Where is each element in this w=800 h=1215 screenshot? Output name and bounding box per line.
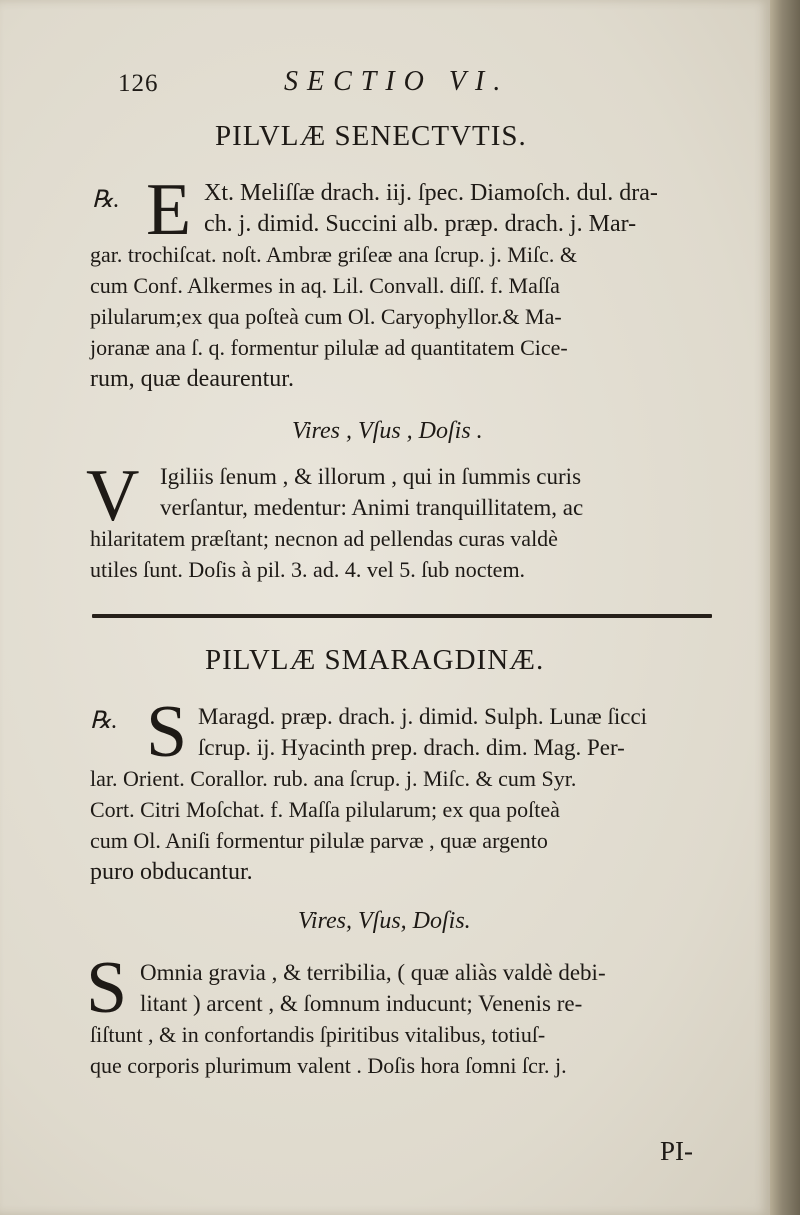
text-line: ſcrup. ij. Hyacinth prep. drach. dim. Mag. Per- [198,735,625,760]
book-spine-edge [770,0,800,1215]
text-line: cum Conf. Alkermes in aq. Lil. Convall. diſſ. f. Maſſa [90,273,560,298]
text-line: ch. j. dimid. Succini alb. præp. drach. j. Mar- [204,211,637,237]
text-line: hilaritatem præſtant; necnon ad pellendas curas valdè [90,526,558,551]
text-line: cum Ol. Aniſi formentur pilulæ parvæ , quæ argento [90,828,548,853]
text-line: utiles ſunt. Doſis à pil. 3. ad. 4. vel 5. ſub noctem. [90,557,526,582]
text-line: rum, quæ deaurentur. [90,366,294,392]
drop-cap: V [86,455,140,537]
text-line: Omnia gravia , & terribilia, ( quæ aliàs valdè debi- [140,960,606,985]
text-line: Xt. Meliſſæ drach. iij. ſpec. Diamoſch. dul. dra- [204,180,658,206]
divider-rule [92,614,712,618]
text-line: pilularum;ex qua poſteà cum Ol. Caryophyllor.& Ma- [90,304,562,329]
drop-cap: S [146,691,188,773]
text-line: puro obducantur. [90,859,253,885]
subheading: Vires , Vſus , Doſis . [292,418,483,444]
text-line: litant ) arcent , & ſomnum inducunt; Venenis re- [140,991,583,1016]
text-line: verſantur, medentur: Animi tranquillitatem, ac [160,495,584,520]
text-line: gar. trochiſcat. noſt. Ambræ griſeæ ana ſcrup. j. Miſc. & [90,242,577,267]
text-line: joranæ ana ſ. q. formentur pilulæ ad quantitatem Cice- [90,335,568,360]
text-line: Maragd. præp. drach. j. dimid. Sulph. Lunæ ſicci [198,704,648,729]
text-line: ſiſtunt , & in confortandis ſpiritibus vitalibus, totiuſ- [90,1022,546,1047]
text-line: que corporis plurimum valent . Doſis hora ſomni ſcr. j. [90,1053,567,1078]
running-title: SECTIO VI. [284,66,510,97]
text-line: lar. Orient. Corallor. rub. ana ſcrup. j. Miſc. & cum Syr. [90,766,577,791]
page-number: 126 [118,70,159,97]
drop-cap: S [86,947,128,1029]
subheading: Vires, Vſus, Doſis. [298,908,471,934]
running-head [118,66,678,106]
text-line: Igiliis ſenum , & illorum , qui in ſummis curis [160,464,582,489]
drop-cap: E [146,169,192,251]
section-heading-smaragdinae: PILVLÆ SMARAGDINÆ. [205,644,545,676]
catchword: PI- [660,1136,693,1166]
section-heading-senectutis: PILVLÆ SENECTVTIS. [215,120,527,152]
recipe-symbol: ℞. [92,187,120,213]
text-line: Cort. Citri Moſchat. f. Maſſa pilularum; ex qua poſteà [90,797,560,822]
recipe-symbol: ℞. [90,708,118,734]
